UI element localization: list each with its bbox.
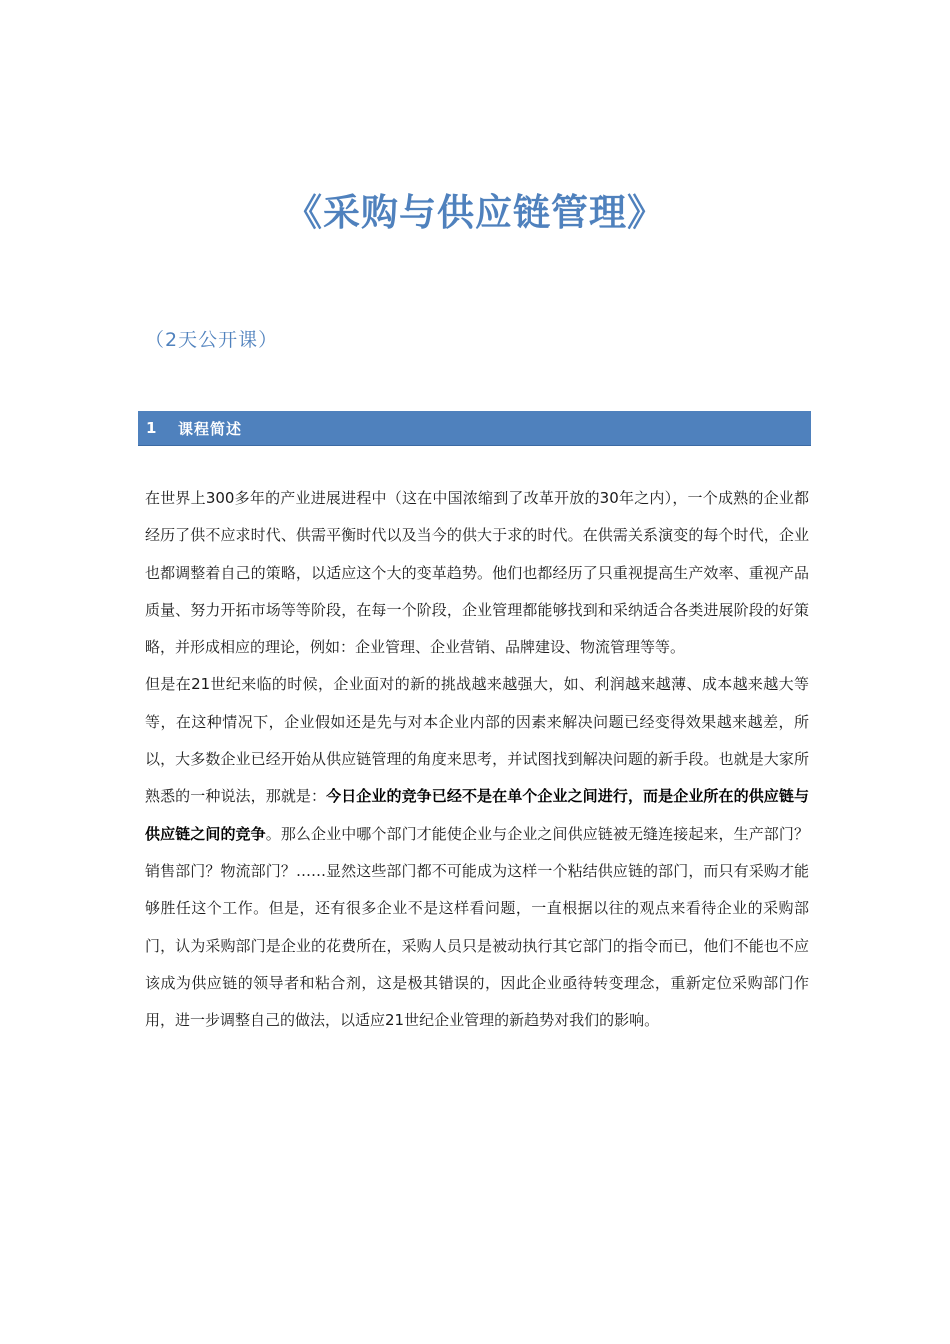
section-heading-label: 课程简述 bbox=[178, 419, 243, 438]
document-subtitle: （2天公开课） bbox=[145, 329, 279, 351]
paragraph-2 bbox=[145, 666, 809, 1039]
paragraph-2-text-start: 但是在21世纪来临的时候，企业面对的新的挑战越来越强大，如、利润越来越薄、成本越来越大等等，在这种情况下，企业假如还是先与对本企业内部的因素来解决问题已经变得效果越来越差，所以，大多数企业已经开始从供应链管理的角度来思考，并试图找到解决问题的新手段。也就是大家所熟悉的一种说法，那就是： bbox=[145, 675, 809, 806]
paragraph-1: 在世界上300多年的产业进展进程中（这在中国浓缩到了改革开放的30年之内），一个成熟的企业都经历了供不应求时代、供需平衡时代以及当今的供大于求的时代。在供需关系演变的每个时代，企业也都调整着自己的策略，以适应这个大的变革趋势。他们也都经历了只重视提高生产效率、重视产品质量、努力开拓市场等等阶段，在每一个阶段，企业管理都能够找到和采纳适合各类进展阶段的好策略，并形成相应的理论，例如：企业管理、企业营销、品牌建设、物流管理等等。 bbox=[145, 489, 809, 657]
section-number: 1 bbox=[146, 419, 157, 437]
document-title: 《采购与供应链管理》 bbox=[285, 190, 665, 234]
section-heading-bar bbox=[138, 411, 811, 446]
paragraph-2-text-end: 。那么企业中哪个部门才能使企业与企业之间供应链被无缝连接起来，生产部门？销售部门？物流部门？……显然这些部门都不可能成为这样一个粘结供应链的部门，而只有采购才能够胜任这个工作。但是，还有很多企业不是这样看问题，一直根据以往的观点来看待企业的采购部门，认为采购部门是企业的花费所在，采购人员只是被动执行其它部门的指令而已，他们不能也不应该成为供应链的领导者和粘合剂，这是极其错误的，因此企业亟待转变理念，重新定位采购部门作用，进一步调整自己的做法，以适应21世纪企业管理的新趋势对我们的影响。 bbox=[145, 824, 809, 1030]
paragraph-2-bold-emphasis: 今日企业的竞争已经不是在单个企业之间进行，而是企业所在的供应链与供应链之间的竞争 bbox=[145, 787, 809, 843]
section-body bbox=[145, 480, 809, 1039]
